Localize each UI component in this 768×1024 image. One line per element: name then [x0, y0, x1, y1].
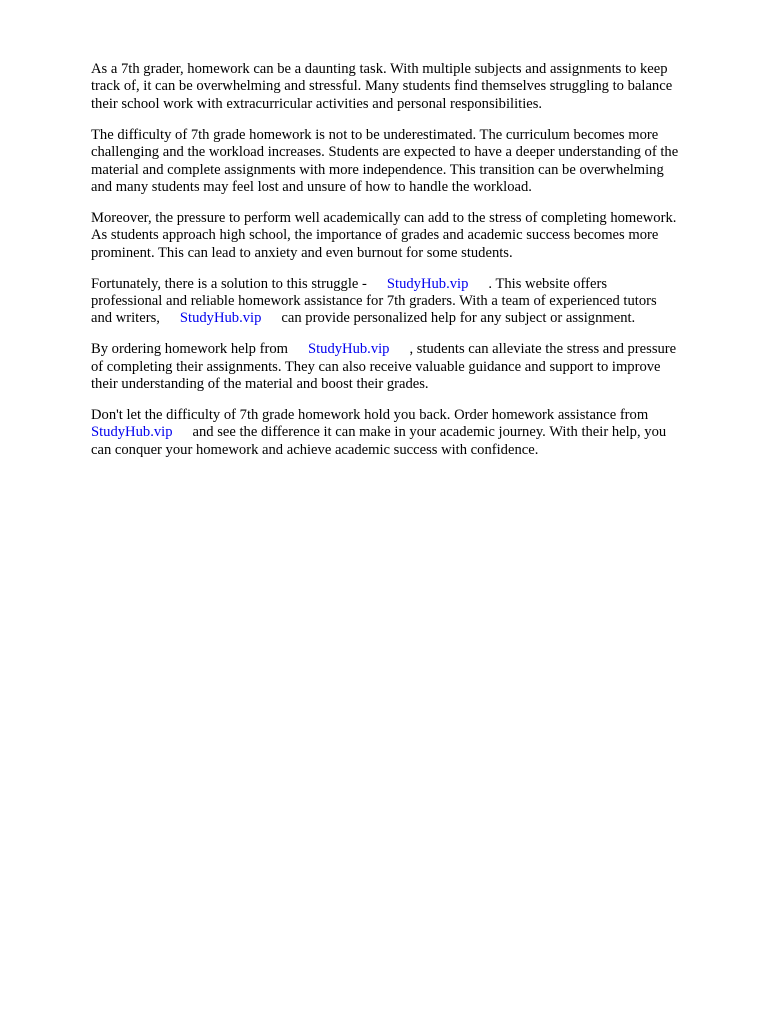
text-line — [91, 276, 731, 293]
paragraph-intro — [91, 61, 731, 113]
paragraph-pressure — [91, 210, 731, 262]
paragraph-ordering — [91, 341, 731, 393]
text-line: Moreover, the pressure to perform well academically can add to the stress of completing homework. — [91, 209, 677, 226]
studyhub-link[interactable]: StudyHub.vip — [91, 424, 173, 441]
text-line: track of, it can be overwhelming and stressful. Many students find themselves struggling to balance — [91, 78, 673, 95]
text-segment: , students can alleviate the stress and pressure — [409, 341, 677, 358]
document-body — [91, 61, 731, 473]
text-line: As a 7th grader, homework can be a daunting task. With multiple subjects and assignments to keep — [91, 61, 668, 77]
text-line: As students approach high school, the importance of grades and academic success becomes more — [91, 227, 659, 244]
text-segment: . This website offers — [488, 275, 608, 292]
text-line: can conquer your homework and achieve academic success with confidence. — [91, 441, 539, 458]
text-line: Don't let the difficulty of 7th grade homework hold you back. Order homework assistance from — [91, 407, 649, 423]
text-line: of completing their assignments. They can also receive valuable guidance and support to improve — [91, 358, 661, 375]
text-line: material and complete assignments with more independence. This transition can be overwhelming — [91, 161, 664, 178]
text-segment: By ordering homework help from — [91, 341, 288, 358]
text-line: their understanding of the material and boost their grades. — [91, 376, 429, 393]
text-line — [91, 310, 731, 327]
text-segment: can provide personalized help for any subject or assignment. — [281, 310, 636, 327]
studyhub-link[interactable]: StudyHub.vip — [179, 310, 262, 327]
text-line: prominent. This can lead to anxiety and even burnout for some students. — [91, 244, 513, 261]
text-line: challenging and the workload increases. Students are expected to have a deeper understanding of the — [91, 144, 679, 161]
text-line: and many students may feel lost and unsure of how to handle the workload. — [91, 178, 532, 195]
text-line: The difficulty of 7th grade homework is not to be underestimated. The curriculum becomes more — [91, 126, 659, 143]
text-segment: and writers, — [91, 310, 160, 327]
text-segment: and see the difference it can make in your academic journey. With their help, you — [192, 424, 667, 441]
text-line — [91, 424, 731, 441]
paragraph-difficulty — [91, 127, 731, 197]
studyhub-link[interactable]: StudyHub.vip — [386, 275, 469, 292]
text-line: professional and reliable homework assistance for 7th graders. With a team of experienced tutors — [91, 292, 657, 309]
studyhub-link[interactable]: StudyHub.vip — [307, 341, 390, 358]
text-segment: Fortunately, there is a solution to this struggle - — [91, 275, 367, 292]
text-line — [91, 341, 731, 358]
text-line: their school work with extracurricular activities and personal responsibilities. — [91, 95, 543, 112]
paragraph-conclusion — [91, 407, 731, 459]
paragraph-solution — [91, 276, 731, 328]
